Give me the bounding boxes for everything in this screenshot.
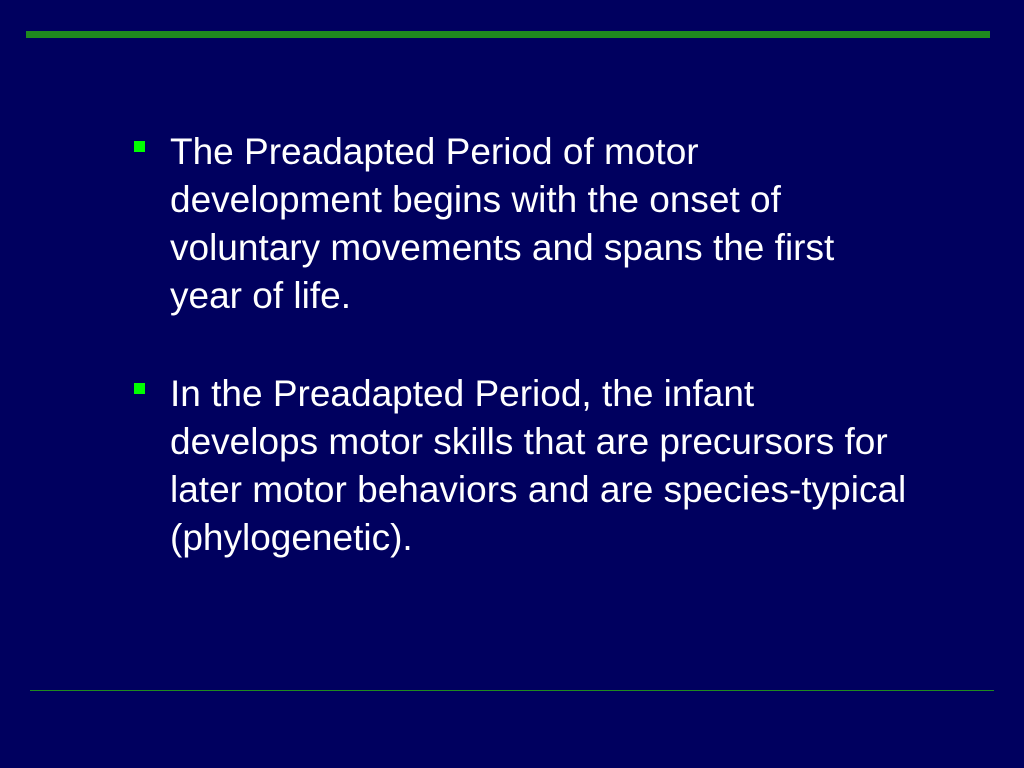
square-bullet-icon: [134, 141, 145, 152]
square-bullet-icon: [134, 383, 145, 394]
bullet-text: In the Preadapted Period, the infant develops motor skills that are precursors for later motor behaviors and are species-typical (phylogenetic).: [170, 373, 907, 558]
top-divider: [26, 31, 990, 38]
bottom-divider: [30, 690, 994, 691]
bullet-item: [130, 370, 910, 562]
bullet-item: [130, 128, 910, 320]
bullet-text: The Preadapted Period of motor development begins with the onset of voluntary movements and spans the first year of life.: [170, 131, 835, 316]
bullet-list: [130, 128, 910, 612]
